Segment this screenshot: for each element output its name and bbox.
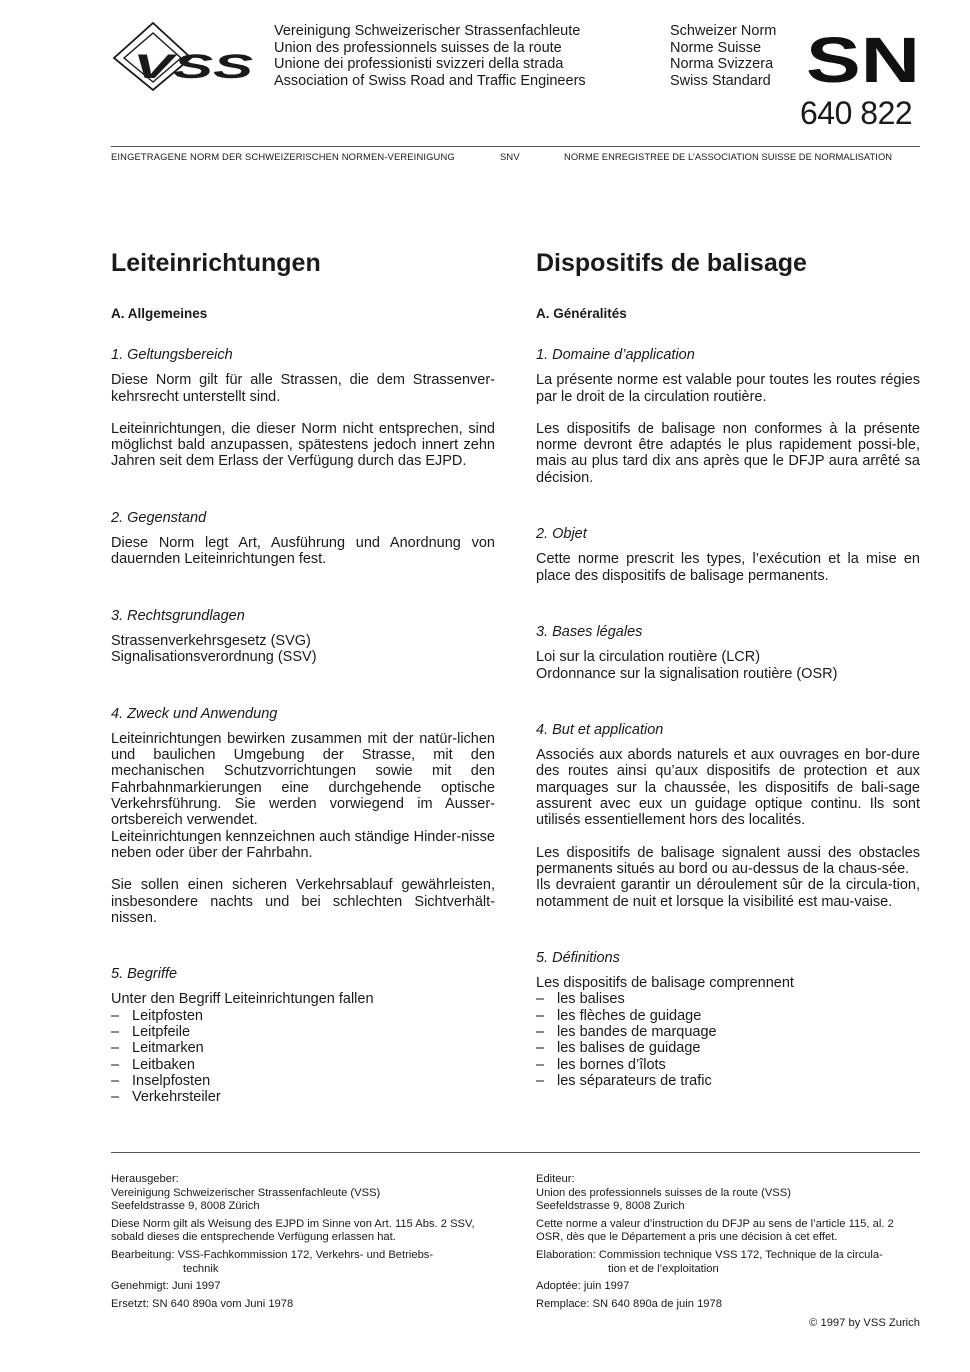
- definitions-list-fr: [536, 991, 920, 1089]
- s3-law1-de: Strassenverkehrsgesetz (SVG): [111, 632, 311, 649]
- s4-heading-de: 4. Zweck und Anwendung: [111, 705, 278, 722]
- s2-heading-de: 2. Gegenstand: [111, 509, 207, 526]
- directive-note-fr: Cette norme a valeur d’instruction du DFJP au sens de l’article 115, al. 2 OSR, dès que le Département a pris une décision à cet effet.: [536, 1217, 894, 1244]
- s1-para1-fr: La présente norme est valable pour toutes les routes régies par le droit de la circulation routière.: [536, 372, 920, 405]
- org-line-en: Association of Swiss Road and Traffic Engineers: [274, 72, 586, 89]
- section-a-heading-de: A. Allgemeines: [111, 306, 208, 321]
- editing-line-de: [111, 1249, 496, 1263]
- norm-type-names: [670, 23, 776, 89]
- replaces-de: Ersetzt: SN 640 890a vom Juni 1978: [111, 1297, 294, 1310]
- adopted-fr: Adoptée: juin 1997: [536, 1280, 630, 1293]
- editing-line-fr: [536, 1249, 920, 1263]
- publisher-name-de: Vereinigung Schweizerischer Strassenfachleute (VSS): [111, 1186, 381, 1199]
- publisher-address-fr: Seefeldstrasse 9, 8008 Zurich: [536, 1200, 685, 1213]
- editing-text-fr: Commission technique VSS 172, Technique de la circula-: [598, 1248, 883, 1261]
- editing-label-fr: Elaboration:: [536, 1248, 596, 1261]
- footer-fr: [536, 1173, 920, 1311]
- s1-heading-de: 1. Geltungsbereich: [111, 347, 233, 363]
- s4-heading-fr: 4. But et application: [536, 721, 664, 738]
- list-item: – Leitmarken: [111, 1040, 495, 1056]
- german-column: [111, 248, 495, 1106]
- organisation-names: [274, 23, 586, 89]
- approved-de: Genehmigt: Juni 1997: [111, 1280, 221, 1293]
- list-item: – Verkehrsteiler: [111, 1089, 495, 1105]
- list-item: – Leitbaken: [111, 1057, 495, 1073]
- s5-intro-fr: Les dispositifs de balisage comprennent: [536, 975, 794, 992]
- editing-text-cont-de: technik: [183, 1262, 219, 1275]
- list-item: – les balises: [536, 991, 920, 1007]
- s1-heading-fr: 1. Domaine d’application: [536, 347, 695, 363]
- publisher-name-fr: Union des professionnels suisses de la route (VSS): [536, 1186, 791, 1199]
- s2-para1-fr: Cette norme prescrit les types, l’exécution et la mise en place des dispositifs de balisage permanents.: [536, 551, 920, 584]
- directive-note-de: Diese Norm gilt als Weisung des EJPD im Sinne von Art. 115 Abs. 2 SSV, sobald dieses die entsprechende Verfügung erlassen hat.: [111, 1217, 475, 1244]
- publisher-label-de: Herausgeber:: [111, 1173, 179, 1185]
- page-title-fr: Dispositifs de balisage: [536, 249, 807, 277]
- org-line-fr: Union des professionnels suisses de la route: [274, 39, 562, 56]
- s1-para1-de: Diese Norm gilt für alle Strassen, die dem Strassenver-kehrsrecht unterstellt sind.: [111, 372, 495, 405]
- vss-logo-text: VSS: [133, 48, 254, 86]
- editing-text-de: VSS-Fachkommission 172, Verkehrs- und Betriebs-: [177, 1248, 434, 1261]
- list-item: – Inselpfosten: [111, 1073, 495, 1089]
- s4-para1-de: Leiteinrichtungen bewirken zusammen mit der natür-lichen und baulichen Umgebung der Strasse, mit den mechanischen Schutzvorrichtungen sowie mit den Fahrbahnmarkierungen eine durchgehende optische Verkehrsführung. Sie werden vorwiegend im Ausser-ortsbereich verwendet.: [111, 730, 495, 829]
- s3-law2-fr: Ordonnance sur la signalisation routière (OSR): [536, 665, 838, 682]
- s1-para2-de: Leiteinrichtungen, die dieser Norm nicht entsprechen, sind möglichst bald anzupassen, spätestens jedoch innert zehn Jahren seit dem Erlass der Verfügung durch das EJPD.: [111, 420, 495, 470]
- s4-para1-fr: Associés aux abords naturels et aux ouvrages en bor-dure des routes ainsi qu’aux dispositifs de protection et aux marquages sur la chaussée, les dispositifs de bali-sage assurent avec eux un guidage optique continu. Ils sont utilisés essentiellement hors des localités.: [536, 747, 920, 829]
- s5-heading-de: 5. Begriffe: [111, 966, 178, 983]
- s4-para2-fr: Les dispositifs de balisage signalent aussi des obstacles permanents situés au bord ou au-dessus de la chaus-sée.: [536, 844, 920, 877]
- editing-label-de: Bearbeitung:: [111, 1248, 175, 1261]
- sn-logo: [806, 32, 922, 86]
- french-column: [536, 248, 920, 1089]
- s3-heading-de: 3. Rechtsgrundlagen: [111, 607, 245, 624]
- publisher-address-de: Seefeldstrasse 9, 8008 Zürich: [111, 1200, 260, 1213]
- s2-para1-de: Diese Norm legt Art, Ausführung und Anordnung von dauernden Leiteinrichtungen fest.: [111, 535, 495, 568]
- registration-fr: NORME ENREGISTREE DE L’ASSOCIATION SUISSE DE NORMALISATION: [564, 151, 893, 162]
- registration-de: EINGETRAGENE NORM DER SCHWEIZERISCHEN NORMEN-VEREINIGUNG: [111, 151, 455, 162]
- norm-line-en: Swiss Standard: [670, 72, 771, 89]
- publisher-label-fr: Editeur:: [536, 1173, 575, 1185]
- s4-para3-de: Sie sollen einen sicheren Verkehrsablauf gewährleisten, insbesondere nachts und bei schlechten Sichtverhält-nissen.: [111, 877, 495, 926]
- s3-law1-fr: Loi sur la circulation routière (LCR): [536, 649, 761, 666]
- s4-para2-de: Leiteinrichtungen kennzeichnen auch ständige Hinder-nisse neben oder über der Fahrbahn.: [111, 828, 495, 861]
- list-item: – les bandes de marquage: [536, 1024, 920, 1040]
- definitions-list-de: [111, 1008, 495, 1106]
- s5-heading-fr: 5. Définitions: [536, 949, 620, 966]
- vss-logo: [111, 20, 257, 92]
- list-item: – les balises de guidage: [536, 1040, 920, 1056]
- s4-para3-fr: Ils devraient garantir un déroulement sûr de la circula-tion, notamment de nuit et lorsque la visibilité est mau-vaise.: [536, 877, 920, 910]
- page-title-de: Leiteinrichtungen: [111, 249, 321, 277]
- org-line-it: Unione dei professionisti svizzeri della strada: [274, 56, 564, 72]
- replaces-fr: Remplace: SN 640 890a de juin 1978: [536, 1297, 722, 1310]
- section-a-heading-fr: A. Généralités: [536, 306, 627, 321]
- list-item: – les bornes d’îlots: [536, 1057, 920, 1073]
- sn-logo-text: SN: [806, 32, 920, 86]
- registration-snv: SNV: [500, 151, 520, 162]
- org-line-de: Vereinigung Schweizerischer Strassenfachleute: [274, 23, 581, 39]
- s1-para2-fr: Les dispositifs de balisage non conformes à la présente norme devront être adaptés le plus rapidement possi-ble, mais au plus tard dix ans après que le DFJP aura arrêté sa décision.: [536, 420, 920, 486]
- footer-de: [111, 1173, 496, 1311]
- list-item: – Leitpfeile: [111, 1024, 495, 1040]
- norm-line-fr: Norme Suisse: [670, 39, 762, 56]
- s3-law2-de: Signalisationsverordnung (SSV): [111, 649, 317, 666]
- s3-heading-fr: 3. Bases légales: [536, 623, 643, 640]
- norm-line-de: Schweizer Norm: [670, 23, 777, 39]
- copyright: © 1997 by VSS Zurich: [809, 1317, 920, 1329]
- list-item: – les flèches de guidage: [536, 1008, 920, 1024]
- list-item: – les séparateurs de trafic: [536, 1073, 920, 1089]
- norm-number: 640 822: [800, 95, 913, 131]
- list-item: – Leitpfosten: [111, 1008, 495, 1024]
- editing-text-cont-fr: tion et de l’exploitation: [608, 1262, 719, 1275]
- s2-heading-fr: 2. Objet: [536, 526, 587, 543]
- footer-divider: [111, 1152, 920, 1153]
- header-divider: [111, 146, 920, 147]
- s5-intro-de: Unter den Begriff Leiteinrichtungen fallen: [111, 991, 374, 1008]
- norm-line-it: Norma Svizzera: [670, 56, 774, 72]
